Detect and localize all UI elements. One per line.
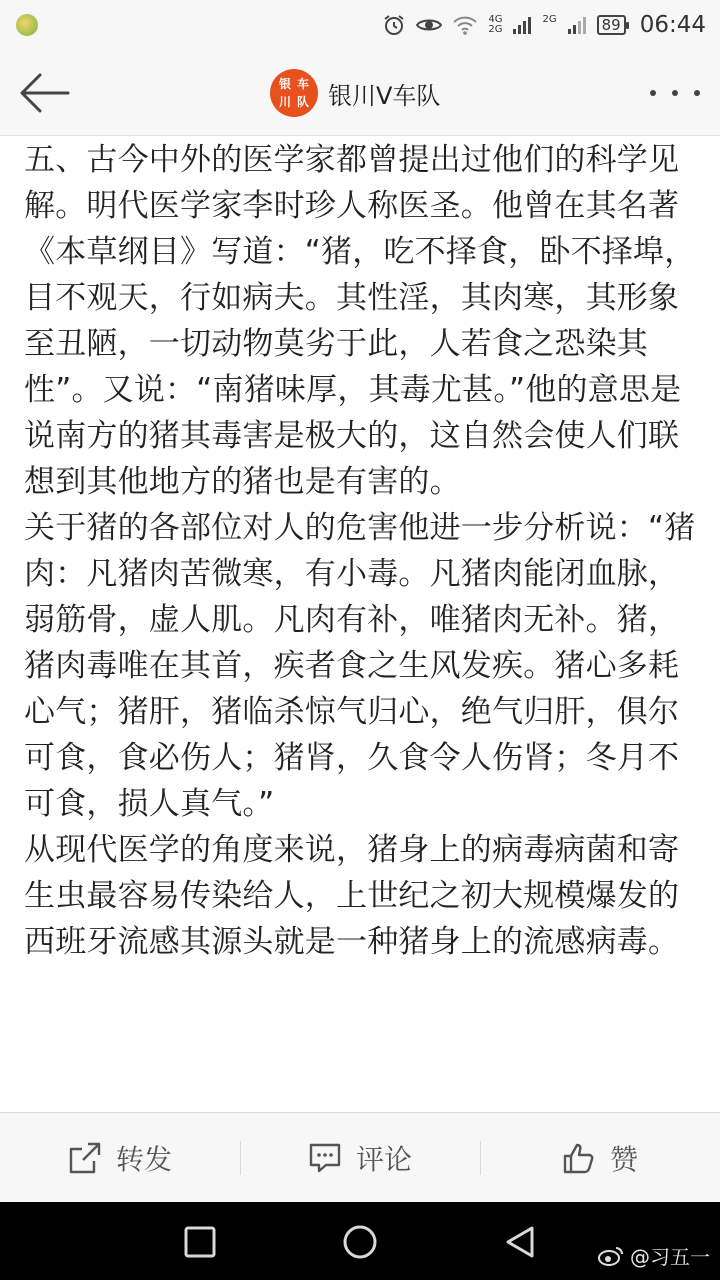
network-label-1: 4G xyxy=(488,14,503,25)
network-label-2: 2G xyxy=(488,24,503,35)
comment-icon xyxy=(308,1142,342,1174)
back-button[interactable] xyxy=(14,68,74,118)
more-dot-icon xyxy=(650,90,656,96)
article-paragraph: 从现代医学的角度来说，猪身上的病毒病菌和寄生虫最容易传染给人，上世纪之初大规模爆发的西班牙流感其源头就是一种猪身上的流感病毒。 xyxy=(24,832,680,960)
weibo-watermark xyxy=(598,1241,710,1270)
more-dot-icon xyxy=(672,90,678,96)
watermark-text: @习五一 xyxy=(630,1245,710,1269)
logo-char: 川 xyxy=(278,95,291,109)
weibo-icon xyxy=(598,1245,624,1267)
status-indicators xyxy=(382,8,706,42)
battery-indicator: 89 xyxy=(597,15,626,35)
wifi-icon xyxy=(452,14,478,36)
logo-char: 银 xyxy=(278,77,291,91)
eye-icon xyxy=(416,14,442,36)
article-paragraph: 关于猪的各部位对人的危害他进一步分析说：“猪肉：凡猪肉苦微寒，有小毒。凡猪肉能闭血脉，弱筋骨，虚人肌。凡肉有补，唯猪肉无补。猪，猪肉毒唯在其首，疾者食之生风发疾。猪心多耗心气；猪肝，猪临杀惊气归心，绝气归肝，俱尔可食，食必伤人；猪肾，久食令人伤肾；冬月不可食，损人真气。” xyxy=(24,510,696,822)
logo-char: 车 xyxy=(296,77,309,91)
square-icon xyxy=(184,1226,216,1258)
home-button[interactable] xyxy=(338,1220,382,1264)
logo-char: 队 xyxy=(296,95,309,109)
page-title: 银川V车队 xyxy=(328,81,441,110)
thumbs-up-icon xyxy=(562,1141,596,1175)
signal-icon xyxy=(512,15,532,35)
status-time: 06:44 xyxy=(639,12,706,38)
comment-label: 评论 xyxy=(355,1142,412,1176)
status-bar xyxy=(0,0,720,50)
account-logo xyxy=(270,69,318,117)
comment-button[interactable] xyxy=(240,1113,480,1203)
action-bar xyxy=(0,1112,720,1202)
alarm-icon xyxy=(382,13,406,37)
more-dot-icon xyxy=(694,90,700,96)
network-type-2 xyxy=(542,15,556,35)
repost-label: 转发 xyxy=(115,1142,172,1176)
share-icon xyxy=(68,1141,102,1175)
circle-icon xyxy=(342,1224,378,1260)
network-label-3: 2G xyxy=(542,14,557,25)
arrow-left-icon xyxy=(18,73,70,113)
more-options-button[interactable] xyxy=(650,78,700,108)
network-type xyxy=(488,15,502,35)
app-notification-icon xyxy=(16,14,38,36)
back-nav-button[interactable] xyxy=(498,1220,542,1264)
article-paragraph: 五、古今中外的医学家都曾提出过他们的科学见解。明代医学家李时珍人称医圣。他曾在其名著《本草纲目》写道：“猪，吃不择食，卧不择埠，目不观天，行如病夫。其性淫，其肉寒，其形象至丑陋，一切动物莫劣于此，人若食之恐染其性”。又说：“南猪味厚，其毒尤甚。”他的意思是说南方的猪其毒害是极大的，这自然会使人们联想到其他地方的猪也是有害的。 xyxy=(24,142,696,500)
recent-apps-button[interactable] xyxy=(178,1220,222,1264)
signal-icon xyxy=(567,15,587,35)
article-body xyxy=(24,137,700,1112)
system-nav-bar xyxy=(0,1202,720,1280)
app-header xyxy=(0,50,720,136)
account-brand[interactable] xyxy=(270,69,440,117)
triangle-back-icon xyxy=(504,1225,536,1259)
like-label: 赞 xyxy=(609,1142,638,1176)
like-button[interactable] xyxy=(480,1113,720,1203)
repost-button[interactable] xyxy=(0,1113,240,1203)
